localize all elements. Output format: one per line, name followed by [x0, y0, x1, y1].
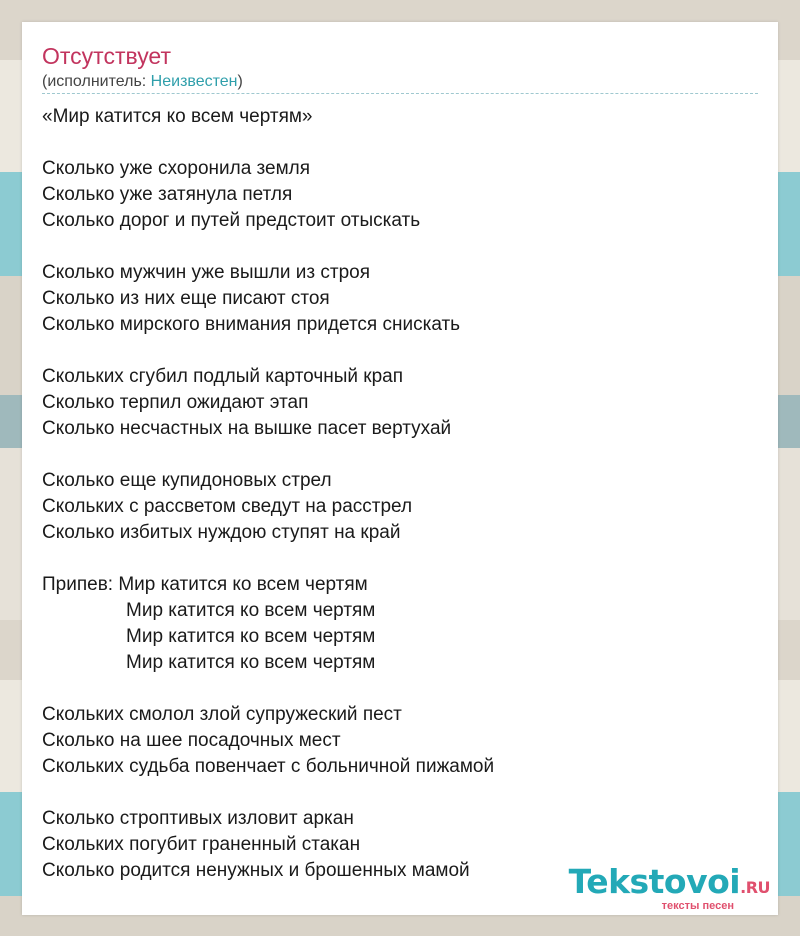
chorus-line: Припев: Мир катится ко всем чертям — [42, 574, 368, 595]
lyric-line: Сколько из них еще писают стоя — [42, 288, 330, 309]
artist-line — [42, 72, 243, 92]
lyric-line: Сколько терпил ожидают этап — [42, 392, 309, 413]
chorus-line: Мир катится ко всем чертям — [126, 626, 376, 647]
lyrics-text — [42, 104, 494, 884]
lyric-line: Сколько мужчин уже вышли из строя — [42, 262, 370, 283]
blank-line — [42, 338, 494, 364]
site-logo[interactable] — [569, 864, 770, 912]
blank-line — [42, 546, 494, 572]
logo-tld: .RU — [740, 878, 770, 897]
lyric-line: Скольких сгубил подлый карточный крап — [42, 366, 404, 387]
blank-line — [42, 130, 494, 156]
lyric-line: Скольких погубит граненный стакан — [42, 834, 361, 855]
lyrics-card — [22, 22, 778, 915]
lyric-line: Скольких смолол злой супружеский пест — [42, 704, 402, 725]
artist-link[interactable]: Неизвестен — [150, 73, 238, 90]
lyric-line: Сколько родится ненужных и брошенных мамой — [42, 860, 470, 881]
lyric-line: Сколько на шее посадочных мест — [42, 730, 341, 751]
blank-line — [42, 442, 494, 468]
lyric-line: Скольких судьба повенчает с больничной пижамой — [42, 756, 495, 777]
chorus-line: Мир катится ко всем чертям — [126, 600, 376, 621]
chorus-line: Мир катится ко всем чертям — [126, 652, 376, 673]
lyric-line: Скольких с рассветом сведут на расстрел — [42, 496, 413, 517]
lyric-line: Сколько уже затянула петля — [42, 184, 293, 205]
lyric-line: Сколько строптивых изловит аркан — [42, 808, 354, 829]
artist-prefix: (исполнитель: — [42, 73, 151, 90]
lyric-line: Сколько избитых нуждою ступят на край — [42, 522, 401, 543]
blank-line — [42, 780, 494, 806]
song-title: Отсутствует — [42, 43, 171, 69]
lyric-line: Сколько дорог и путей предстоит отыскать — [42, 210, 421, 231]
lyric-line: Сколько уже схоронила земля — [42, 158, 311, 179]
lyric-line: Сколько мирского внимания придется снискать — [42, 314, 461, 335]
artist-suffix: ) — [237, 73, 243, 90]
blank-line — [42, 676, 494, 702]
logo-name: Tekstovoi — [568, 862, 741, 901]
logo-tagline: тексты песен — [661, 900, 734, 912]
blank-line — [42, 234, 494, 260]
lyric-line: Сколько несчастных на вышке пасет вертухай — [42, 418, 452, 439]
divider — [42, 93, 758, 94]
lyric-line: Сколько еще купидоновых стрел — [42, 470, 332, 491]
lyrics-heading: «Мир катится ко всем чертям» — [42, 106, 313, 127]
